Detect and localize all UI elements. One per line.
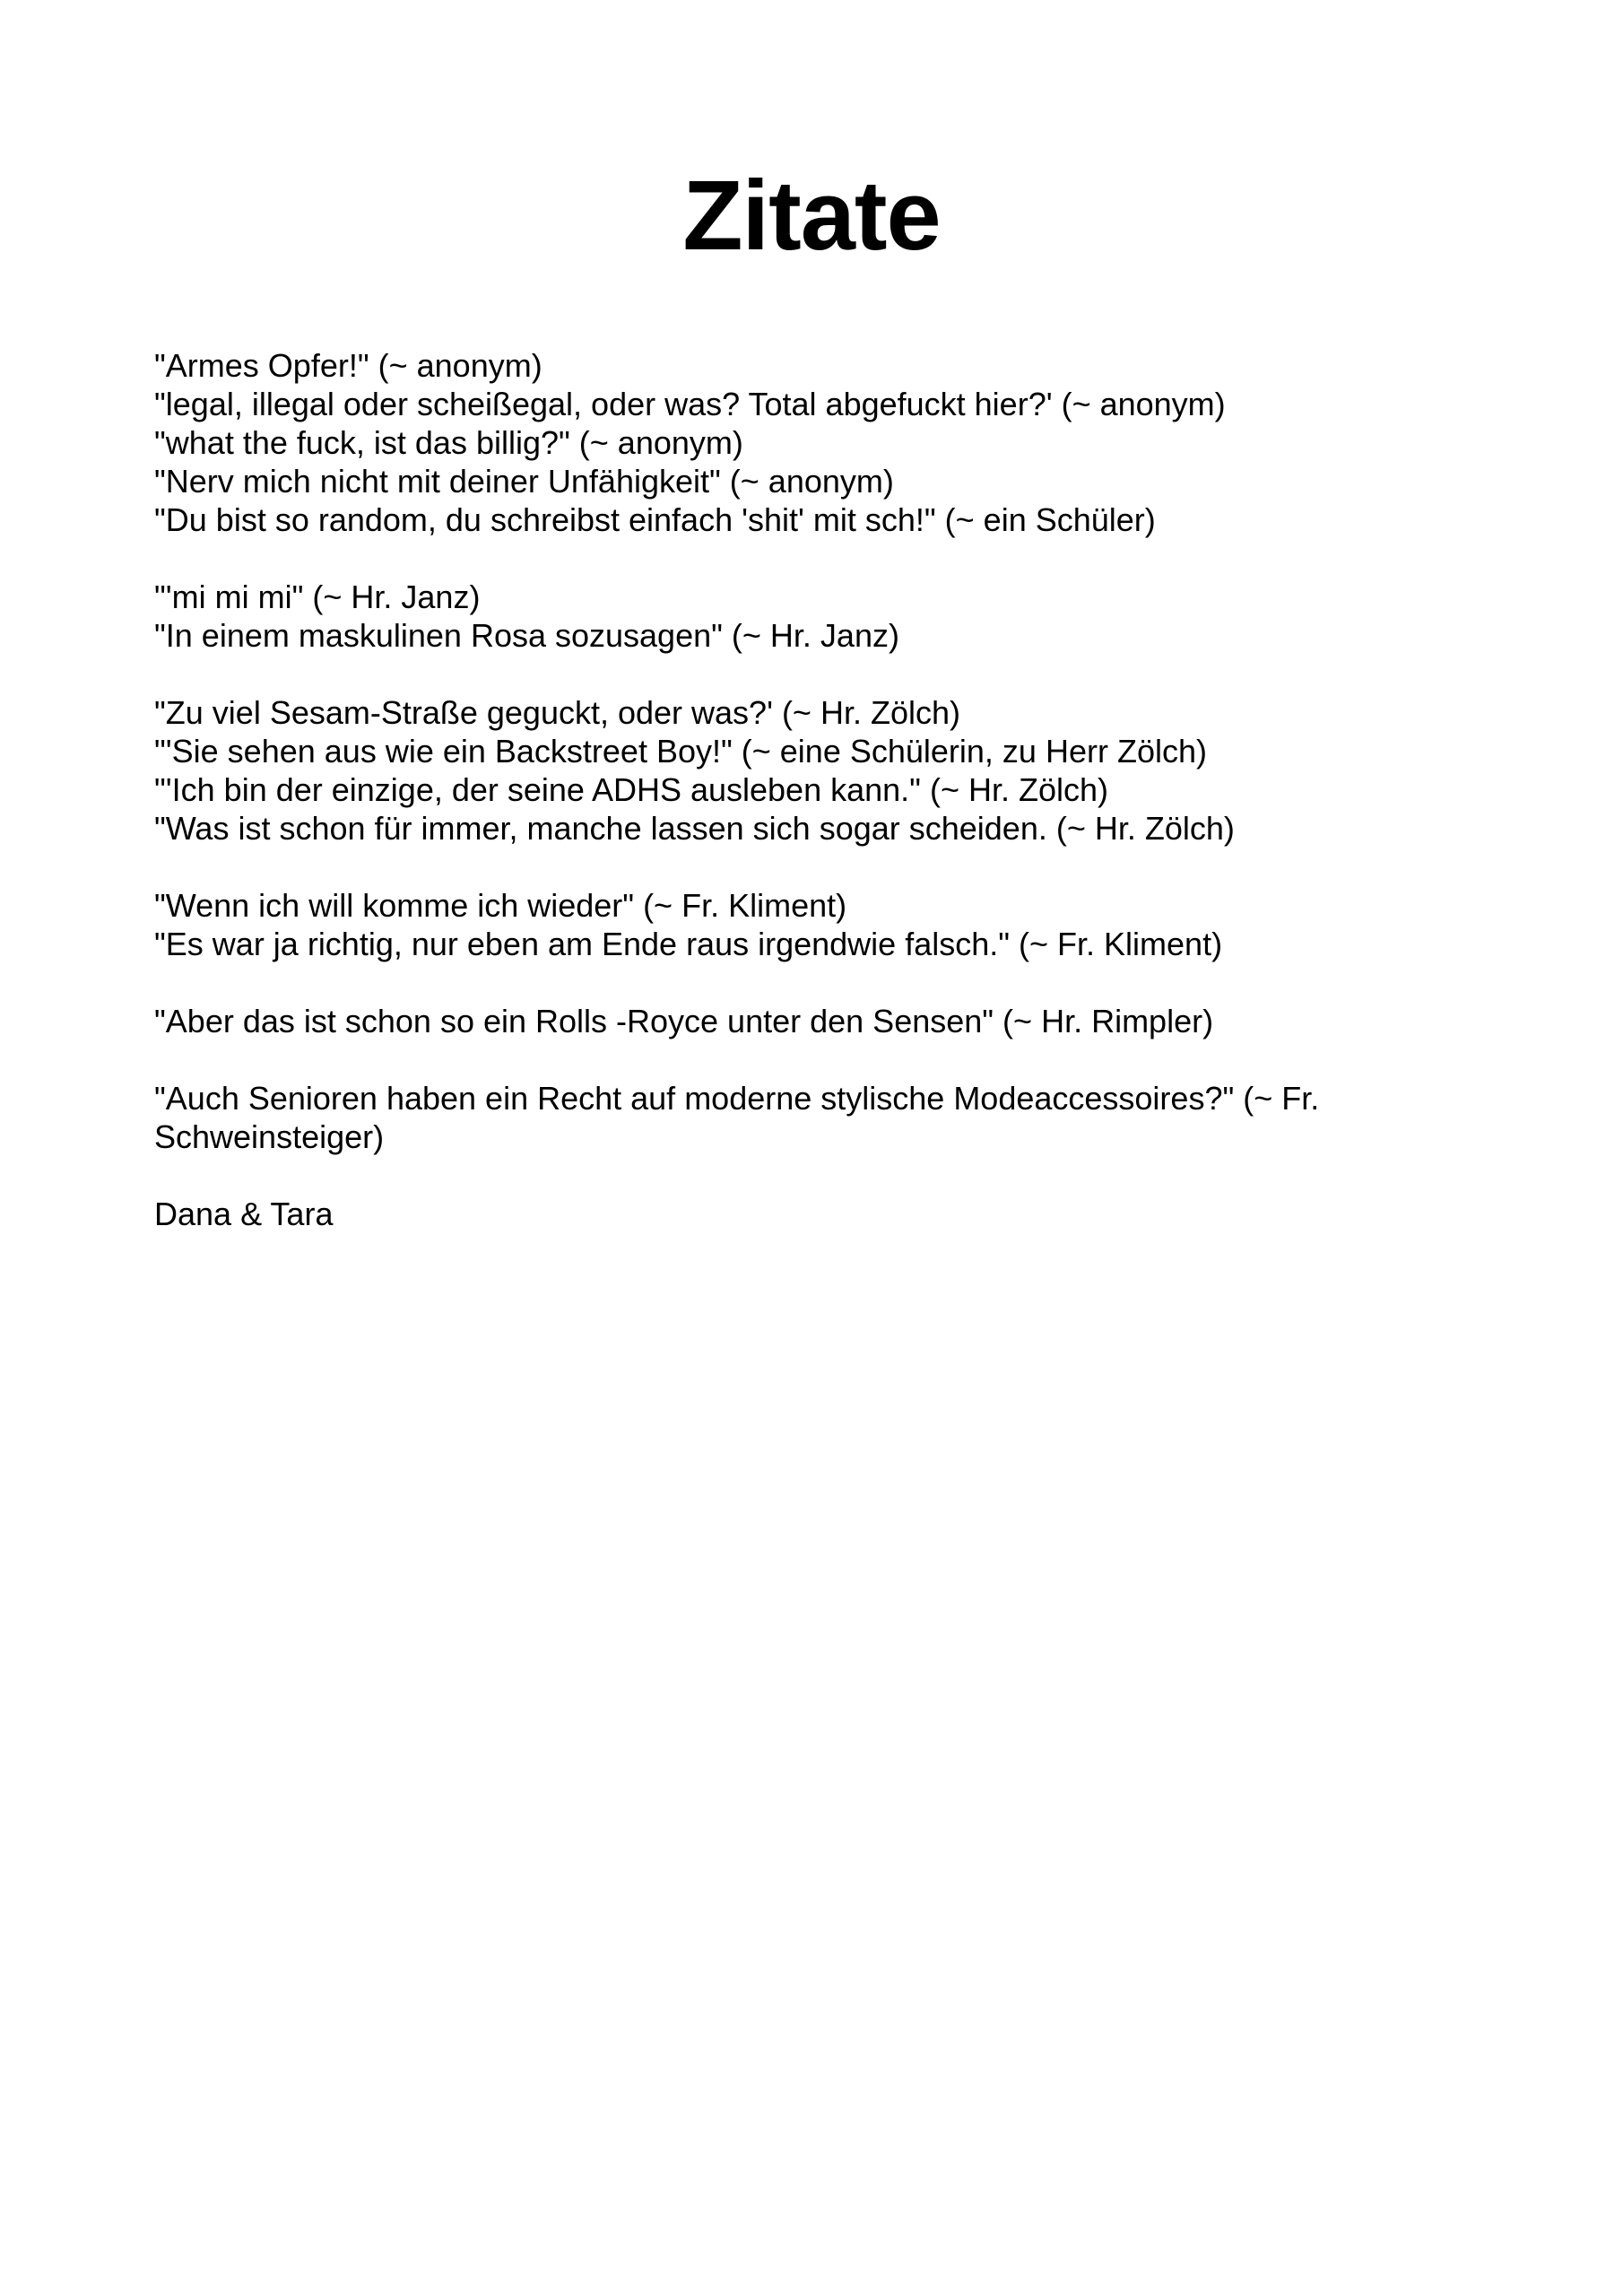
quote-line: "legal, illegal oder scheißegal, oder was? Total abgefuckt hier?' (~ anonym): [154, 386, 1226, 422]
signature: Dana & Tara: [154, 1196, 334, 1232]
quote-group-janz: [154, 578, 1428, 655]
quote-line: "Nerv mich nicht mit deiner Unfähigkeit" (~ anonym): [154, 463, 894, 500]
quote-line: "'Ich bin der einzige, der seine ADHS ausleben kann." (~ Hr. Zölch): [154, 771, 1108, 808]
quote-group-rimpler: [154, 1002, 1428, 1040]
quote-group-kliment: [154, 886, 1428, 963]
quote-line: "Zu viel Sesam-Straße geguckt, oder was?' (~ Hr. Zölch): [154, 694, 960, 731]
quote-line: "Was ist schon für immer, manche lassen sich sogar scheiden. (~ Hr. Zölch): [154, 810, 1235, 847]
quote-line: "Aber das ist schon so ein Rolls -Royce unter den Sensen" (~ Hr. Rimpler): [154, 1003, 1214, 1039]
quote-line: "Auch Senioren haben ein Recht auf moderne stylische Modeaccessoires?" (~ Fr. Schweinsteiger): [154, 1080, 1320, 1155]
quote-group-schweinsteiger: [154, 1079, 1428, 1156]
quote-line: "In einem maskulinen Rosa sozusagen" (~ Hr. Janz): [154, 617, 899, 654]
quote-line: "Du bist so random, du schreibst einfach 'shit' mit sch!" (~ ein Schüler): [154, 501, 1156, 538]
quote-group-zoelch: [154, 693, 1428, 848]
quote-group-anonym: [154, 346, 1428, 539]
quotes-list: [154, 346, 1428, 1233]
quote-line: "'mi mi mi" (~ Hr. Janz): [154, 578, 481, 615]
quote-line: "Armes Opfer!" (~ anonym): [154, 347, 542, 384]
page-title: Zitate: [682, 161, 941, 271]
quote-line: "what the fuck, ist das billig?" (~ anonym): [154, 424, 743, 461]
quote-line: "'Sie sehen aus wie ein Backstreet Boy!" (~ eine Schülerin, zu Herr Zölch): [154, 733, 1207, 770]
quote-line: "Es war ja richtig, nur eben am Ende raus irgendwie falsch." (~ Fr. Kliment): [154, 926, 1223, 962]
quote-line: "Wenn ich will komme ich wieder" (~ Fr. Kliment): [154, 887, 847, 924]
